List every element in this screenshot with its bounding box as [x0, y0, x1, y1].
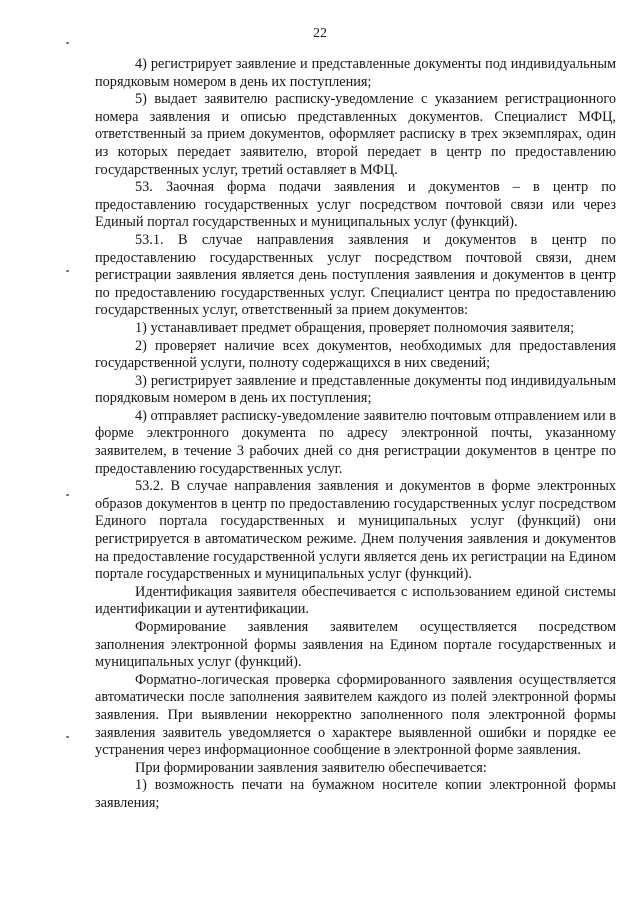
scan-mark — [66, 270, 69, 272]
paragraph-item-4-register: 4) регистрирует заявление и представленные документы под индивидуальным порядковым номером в день их поступления; — [95, 56, 616, 90]
paragraph-item-3: 3) регистрирует заявление и представленные документы под индивидуальным порядковым номером в день их поступления; — [95, 372, 616, 407]
scan-mark — [66, 42, 69, 44]
document-body — [95, 56, 616, 813]
paragraph-provision-item-1: 1) возможность печати на бумажном носителе копии электронной формы заявления; — [95, 777, 616, 811]
paragraph-form-creation: Формирование заявления заявителем осуществляется посредством заполнения электронной формы заявления на Едином портале государственных и муниципальных услуг (функций). — [95, 619, 616, 671]
paragraph-item-5-receipt: 5) выдает заявителю расписку-уведомление с указанием регистрационного номера заявления и описью представленных документов. Специалист МФЦ, ответственный за прием документов, оформляет расписку в трех экземплярах, один из которых передает заявителю, второй передает в центр по предоставлению государственных услуг, третий оставляет в МФЦ. — [95, 91, 616, 178]
paragraph-item-2: 2) проверяет наличие всех документов, необходимых для предоставления государственной услуги, полноту содержащихся в них сведений; — [95, 337, 616, 372]
paragraph-validation: Форматно-логическая проверка сформированного заявления осуществляется автоматически после заполнения заявителем каждого из полей электронной формы заявления. При выявлении некорректно заполненного поля электронной формы заявления заявитель уведомляется о характере выявленной ошибки и порядке ее устранения через информационное сообщение в электронной форме заявления. — [95, 671, 616, 759]
paragraph-item-4-send: 4) отправляет расписку-уведомление заявителю почтовым отправлением или в форме электронного документа по адресу электронной почты, указанному заявителем, в течение 3 рабочих дней со дня регистрации документов в центре по предоставлению государственных услуг. — [95, 407, 616, 477]
paragraph-identification: Идентификация заявителя обеспечивается с использованием единой системы идентификации и аутентификации. — [95, 583, 616, 618]
paragraph-provision-intro: При формировании заявления заявителю обеспечивается: — [135, 759, 487, 776]
scan-mark — [66, 736, 69, 738]
page-number: 22 — [313, 26, 327, 41]
paragraph-53-2: 53.2. В случае направления заявления и документов в форме электронных образов документов в центр по предоставлению государственных услуг посредством Единого портала государственных и муниципальных услуг (функций) они регистрируется в автоматическом режиме. Днем получения заявления и документов на предоставление государственной услуги является день их регистрации на Едином портале государственных и муниципальных услуг (функций). — [95, 478, 616, 583]
paragraph-53: 53. Заочная форма подачи заявления и документов – в центр по предоставлению государственных услуг посредством почтовой связи или через Единый портал государственных и муниципальных услуг (функций). — [95, 179, 616, 231]
scan-mark — [66, 494, 69, 496]
paragraph-item-1: 1) устанавливает предмет обращения, проверяет полномочия заявителя; — [135, 319, 575, 336]
paragraph-53-1: 53.1. В случае направления заявления и документов в центр по предоставлению государственных услуг посредством почтовой связи, днем регистрации заявления является день поступления заявления и документов в центр по предоставлению государственных услуг. Специалист центра по предоставлению государственных услуг, ответственный за прием документов: — [95, 231, 616, 319]
